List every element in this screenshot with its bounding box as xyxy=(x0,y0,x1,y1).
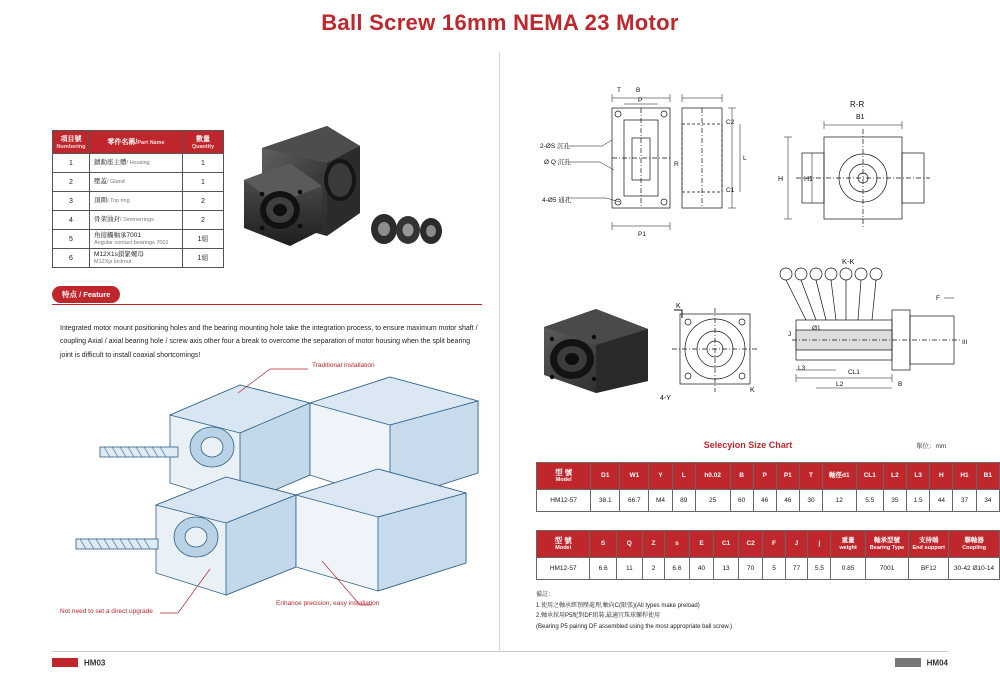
callout-upgrade: Not need to set a direct upgrade xyxy=(60,608,153,615)
k-view-drawing xyxy=(660,300,770,405)
header-part-name: 零件名稱/Part Name xyxy=(90,131,183,154)
feature-badge: 特点 / Feature xyxy=(52,286,120,303)
size-table-1 xyxy=(536,462,1000,512)
svg-text:Ø1: Ø1 xyxy=(812,325,821,332)
feature-text: Integrated motor mount positioning holes and the bearing mounting hole take the integration process, to ensure maximum motor shaft / coupling Axial / axial bearing hole / screw axis other four a break to overcome the separation of motor housing when the split bearing joint is difficult to install coaxial shortcomings! xyxy=(60,325,478,359)
header-numbering: 項目號 Numbering xyxy=(53,131,90,154)
footer-left: HM03 xyxy=(52,654,105,665)
svg-text:P1: P1 xyxy=(638,231,646,238)
svg-text:III: III xyxy=(962,339,968,346)
col-weight: 重量 weight xyxy=(831,531,865,558)
size-chart-notes xyxy=(536,590,966,632)
svg-text:B: B xyxy=(898,381,903,388)
svg-text:2-ØS 沉孔: 2-ØS 沉孔 xyxy=(540,143,570,150)
callout-traditional: Traditional installation xyxy=(312,362,375,369)
table-row: 4 骨架油封/ Simmerrings 2 xyxy=(53,211,224,230)
table-row: 6 M12X1s鎖緊螺母 M12Xjs locknut 1組 xyxy=(53,249,224,268)
section-rr-drawing xyxy=(778,95,958,255)
orthographic-drawing-top xyxy=(540,80,750,260)
svg-text:L: L xyxy=(743,155,747,162)
svg-text:R: R xyxy=(674,161,679,168)
note-1: 1.使用之軸承經預壓處理,軸向C(限張)(All types make preload) xyxy=(536,602,700,609)
col-end-support: 支持端 End support xyxy=(909,531,949,558)
parts-table xyxy=(52,130,224,268)
svg-text:H1: H1 xyxy=(804,176,813,183)
housing-photo-2 xyxy=(536,305,656,395)
svg-text:C1: C1 xyxy=(726,187,735,194)
size-chart-title: Selecyion Size Chart xyxy=(703,440,793,450)
svg-text:4-Y: 4-Y xyxy=(660,395,671,402)
table-row: 3 頂圈/ Top ring 2 xyxy=(53,192,224,211)
svg-text:T: T xyxy=(617,87,621,94)
table-header-row xyxy=(53,131,224,154)
housing-photo xyxy=(232,118,367,248)
footer-bar-red xyxy=(52,658,78,667)
svg-text:J: J xyxy=(788,331,792,338)
notes-title: 備註： xyxy=(536,592,555,598)
note-2: 2.軸承採用P5配對DF組裝,最適宜珠球螺桿使用 xyxy=(536,613,661,619)
svg-text:C2: C2 xyxy=(726,119,735,126)
svg-text:K-K: K-K xyxy=(842,258,855,266)
svg-text:B1: B1 xyxy=(856,114,865,121)
feature-divider xyxy=(52,304,482,305)
svg-text:H: H xyxy=(778,176,784,183)
svg-text:B: B xyxy=(636,87,641,94)
callout-precision: Enhance precision, easy installation xyxy=(276,600,380,607)
svg-text:L3: L3 xyxy=(798,365,806,372)
size-table-1-header: 型 號 Model D1 W1 Y L h0.02 B P P1 T 軸徑d1 CL1 L2 L3 H H1 B1 xyxy=(537,463,1000,490)
size-table-2 xyxy=(536,530,1000,580)
size-chart-unit: 單位：mm xyxy=(916,443,947,450)
table-row: 2 壓蓋/ Gland 1 xyxy=(53,173,224,192)
svg-text:K: K xyxy=(750,387,755,394)
size-table-1-row: HM12-57 38.1 66.7 M4 89 25 60 46 46 30 12 5.5 35 1.5 44 37 34 xyxy=(537,490,1000,512)
table-row: 1 鑄動座主體/ Housing 1 xyxy=(53,154,224,173)
col-bearing-type: 軸承型號 Bearing Type xyxy=(865,531,908,558)
header-quantity: 數量 Quantity xyxy=(183,131,224,154)
svg-text:R-R: R-R xyxy=(850,100,865,109)
note-3: (Bearing P5 pairing DF assembled using the most appropriate ball screw.) xyxy=(536,623,733,630)
assembly-illustration xyxy=(60,355,490,620)
col-model: 型 號 Model xyxy=(537,463,591,490)
svg-text:CL1: CL1 xyxy=(848,369,860,376)
svg-text:4-Ø5 通孔: 4-Ø5 通孔 xyxy=(542,197,572,204)
center-divider xyxy=(499,52,500,652)
svg-text:L2: L2 xyxy=(836,381,844,388)
footer-divider xyxy=(52,651,948,652)
section-kk-drawing xyxy=(776,258,976,408)
col-model-2: 型 號 Model xyxy=(537,531,590,558)
svg-text:Ø Q 沉孔: Ø Q 沉孔 xyxy=(544,159,571,166)
bearing-nuts-photo xyxy=(370,205,448,250)
col-coupling: 聯軸器 Coupling xyxy=(949,531,1000,558)
size-table-2-row: HM12-57 6.6 11 2 6.6 40 13 70 5 77 5.5 0.85 7001 BF12 30-42 Ø10-14 xyxy=(537,558,1000,580)
svg-text:F: F xyxy=(936,295,940,302)
page-title: Ball Screw 16mm NEMA 23 Motor xyxy=(321,10,679,35)
size-table-2-header: 型 號 Model S Q Z s E C1 C2 F J j 重量 weight 軸承型號 Bearing Type 支持端 End support 聯軸器 Coupling xyxy=(537,531,1000,558)
svg-text:K: K xyxy=(676,303,681,310)
footer-bar-gray xyxy=(895,658,921,667)
svg-text:P: P xyxy=(638,97,643,104)
footer-right: HM04 xyxy=(895,654,948,665)
table-row: 5 角接觸軸承7001 Angular contact bearings 7001 1組 xyxy=(53,230,224,249)
